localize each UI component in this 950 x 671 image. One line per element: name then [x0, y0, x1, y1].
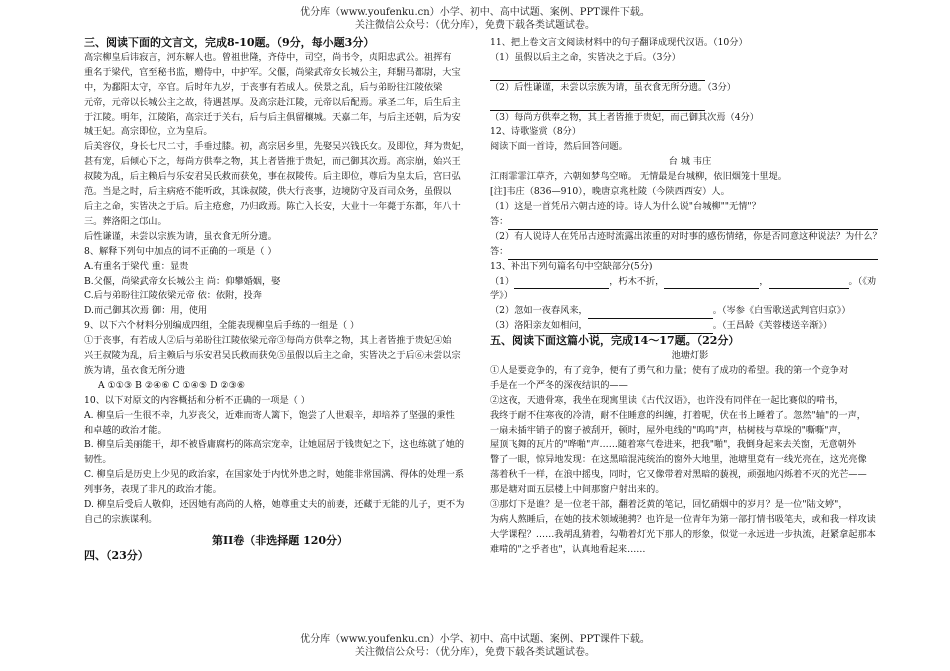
q10-option-line: C. 柳皇后是历史上少见的政治家，在国家处于内忧外患之时，她能非常国满、得体的处理一系 — [84, 469, 465, 481]
q12-answer-2[interactable] — [490, 245, 890, 260]
part2-title: 第II卷（非选择题 120分） — [211, 533, 349, 547]
q8-option-a: A.有重名于梁代 重：显贵 — [84, 260, 189, 272]
blank-field[interactable] — [588, 323, 713, 334]
q8-option-d: D.而己御其次焉 御：用，使用 — [84, 305, 208, 317]
q10-option-line: D. 柳皇后受后人敬仰，还因她有高尚的人格，她尊重丈夫的前妻，还藏于无能的儿子，更不为 — [84, 499, 465, 511]
passage-line: 甚有宠，后倾心下之，每尚方供奉之物，其上者皆推于贵妃，而己御其次焉。高宗崩，始兴王 — [84, 156, 461, 168]
passage-line: 高宗柳皇后讳寂言，河东解人也。曾祖世隆，齐侍中，司空，尚书令，贞阳忠武公。祖挥有 — [84, 51, 452, 63]
story-title: 池塘灯影 — [671, 350, 709, 362]
q13-stem: 13、补出下列句篇名句中空缺部分(5分) — [490, 260, 653, 272]
q11-answer-line-1[interactable] — [490, 66, 890, 81]
q12-part-2: （2）有人说诗人在凭吊古迹时流露出浓重的对时事的感伤情绪，你是否同意这种说法？为什么？ — [490, 230, 882, 242]
left-column — [84, 36, 476, 564]
q8-option-c: C.后与弟盼往江陵依梁元帝 依：依附，投奔 — [84, 290, 262, 302]
q8-stem: 8、解释下列句中加点的词不正确的一项是（ ） — [84, 245, 277, 257]
q11-item-3: （3）每尚方供奉之物，其上者皆推于贵妃，而己御其次焉（4分） — [490, 111, 759, 123]
q13-line-3 — [490, 319, 890, 334]
q9-stem: 9、以下六个材料分别编成四组，全能表现柳皇后手练的一组是（ ） — [84, 320, 360, 332]
passage-line: 重名于梁代，官至秘书监，赠侍中，中护军。父偃，尚梁武帝女长城公主，拜駙马都尉，大宝 — [84, 66, 461, 78]
q9-item-line: 兴王叔陵为乱，后主赖后与乐安君吴氏救而获免⑤虽假以后主之命，实皆决之于后⑥未尝以宗 — [84, 350, 461, 362]
q9-choices: A ①①③ B ②④⑥ C ①④⑤ D ②③⑥ — [98, 379, 246, 391]
footer-line-1: 优分库（www.youfenku.cn）小学、初中、高中试题、案例、PPT课件下载。 — [300, 634, 650, 645]
story-line: 屋顶飞舞的瓦片的"哗啪"声……随着寒气卷进来，把我"啪"，我倒身起来去关窗，无意朝外 — [490, 439, 857, 451]
q12-stem: 12、诗歌鉴赏（8分） — [490, 126, 582, 138]
right-column — [490, 36, 890, 558]
poem-note: [注]韦庄（836—910），晚唐京兆杜陵（今陕西西安）人。 — [490, 186, 730, 198]
q12-intro: 阅读下面一首诗，然后回答问题。 — [490, 141, 628, 153]
q12-answer-1[interactable] — [490, 215, 890, 230]
passage-line: 范。当是之时，后主病疮不能听政，其诛叔陵，供大行丧事，边境防守及百司众务，虽假以 — [84, 186, 452, 198]
footer-line-2: 关注微信公众号：（优分库），免费下载各类试题试卷。 — [355, 647, 595, 658]
answer-label: 答： — [490, 215, 509, 227]
passage-line: 元帝，元帝以长城公主之故，待遇甚厚。及高宗赴江陵，元帝以后配焉。承圣二年，后生后主 — [84, 96, 461, 108]
q10-option-line: A. 柳皇后一生很不幸，九岁丧父，近难而寄人篱下，饱尝了人世艰辛，却培养了坚强的秉性 — [84, 409, 455, 421]
story-line: ①人是要竞争的，有了竞争，便有了勇气和力量；使有了成功的希望。我的第一个竞争对 — [490, 364, 849, 376]
passage-line: 于江陵。明年，江陵陷，高宗迁于关右，后与后主俱留穰城。天嘉二年，与后主还朝，后为安 — [84, 111, 461, 123]
passage-line: 中，为鄱阳太守，卒官。后时年九岁，于丧事有若成人。侯景之乱，后与弟盼往江陵依梁 — [84, 81, 443, 93]
passage-line: 叔陵为乱，后主赖后与乐安君吴氏救而获免，事在叔陵传。后主即位，尊后为皇太后，宫曰弘 — [84, 171, 461, 183]
header-line-1: 优分库（www.youfenku.cn）小学、初中、高中试题、案例、PPT课件下载。 — [300, 7, 650, 18]
q13-1-prefix: （1） — [490, 275, 515, 287]
passage-line: 后主之命，实皆决之于后。后主疮愈，乃归政焉。陈亡入长安，大业十一年薨于东都，年八十 — [84, 200, 461, 212]
story-line: 大学课程？……我胡乱猜着，勾勒着灯光下那人的形象，似觉一永远进一步执流，赶紧拿起那本 — [490, 528, 876, 540]
section3-title: 三、阅读下面的文言文，完成8-10题。（9分，每小题3分） — [84, 36, 375, 49]
q11-item-1: （1）虽假以后主之命，实皆决之于后。（3分） — [490, 51, 681, 63]
q9-item-line: 族为请，虽衣食无所分遗 — [84, 364, 186, 376]
passage-line: 城王妃。高宗即位，立为皇后。 — [84, 126, 213, 138]
section5-title: 五、阅读下面这篇小说，完成14～17题。（22分） — [490, 334, 740, 348]
q8-option-b: B.父偃，尚梁武帝女长城公主 尚：仰攀婚姻，娶 — [84, 275, 281, 287]
q13-3-source: 。（王昌龄《芙蓉楼送辛渐》） — [712, 320, 833, 332]
story-line: 瞥了一眼，惊异地发现：在这黑暗混沌统治的窗外大地里，池塘里竟有一线光亮在，这光亮像 — [490, 454, 867, 466]
page-header — [0, 6, 950, 32]
passage-line: 后性谦谨，未尝以宗族为请，虽衣食无所分遗。 — [84, 230, 277, 242]
page-footer — [0, 633, 950, 659]
blank-field[interactable] — [588, 308, 713, 319]
answer-label: 答： — [490, 245, 509, 257]
q10-option-line: 列事务，表现了非凡的政治才能。 — [84, 484, 222, 496]
poem-title: 台 城 韦庄 — [668, 156, 712, 168]
q13-2-text: （2）忽如一夜春风来， — [490, 305, 588, 317]
q11-answer-line-2[interactable] — [490, 96, 890, 111]
story-line: ③那灯下是谁？是一位老干部，翻着泛黄的笔记，回忆硝烟中的岁月？是一位"陆文婷"， — [490, 499, 848, 511]
story-line: 为病人熬睡后，在她的技术领域驰骋？也许是一位青年为第一部打情书吸笔夫，或和我一样攻读 — [490, 514, 876, 525]
story-line: 手是在一个严冬的深夜结识的—— — [490, 379, 628, 391]
story-line: 那是塘对面五层楼上中间那窗户射出来的。 — [490, 484, 665, 496]
header-line-2: 关注微信公众号：（优分库），免费下载各类试题试卷。 — [355, 20, 595, 31]
passage-line: 三。葬洛阳之邙山。 — [84, 215, 167, 227]
q13-line-2 — [490, 304, 890, 319]
q10-option-line: 和卓越的政治才能。 — [84, 424, 167, 436]
q13-1-source-end: 学》） — [490, 290, 513, 302]
story-line: ②这夜，天遗骨寒，我坐在现寓里读《古代汉语》，也许没有同伴在一起比赛似的啃书， — [490, 394, 844, 406]
q11-item-2: （2）后性谦谨，未尝以宗族为请，虽衣食无所分遗。（3分） — [490, 81, 736, 93]
story-line: 荡着秋千一样，在浪中摇曳，同时，它又像带着对黑暗的藐视，顽强地闪烁着不灭的光芒—— — [490, 469, 867, 481]
q9-item-line: ①于丧事，有若成人②后与弟盼往江陵依梁元帝③每尚方供奉之物，其上者皆推于贵妃④始 — [84, 335, 452, 347]
q11-stem: 11、把上卷文言文阅读材料中的句子翻译成现代汉语。（10分） — [490, 37, 748, 48]
blank-field[interactable] — [664, 278, 759, 289]
blank-field[interactable] — [514, 278, 609, 289]
q10-stem: 10、以下对原文的内容概括和分析不正确的一项是（ ） — [84, 394, 310, 406]
story-line: 难啃的"之乎者也"，认真地看起来…… — [490, 543, 646, 555]
q13-3-text: （3）洛阳亲友如相问， — [490, 320, 588, 332]
q13-1-text: ，朽木不折， — [609, 275, 665, 287]
q10-option-line: 自己的宗族谋利。 — [84, 514, 158, 525]
passage-line: 后美容仪，身长七尺二寸，手垂过膝。初，高宗居乡里，先娶吴兴钱氏女。及即位，拜为贵妃， — [84, 141, 470, 153]
q10-option-line: 韧性。 — [84, 454, 112, 466]
section4-title: 四、（23分） — [84, 548, 149, 562]
q10-option-line: B. 柳皇后美丽能干，却不被昏庸腐朽的陈高宗宠幸，让她屈居于钱贵妃之下，这也练就了她的 — [84, 439, 465, 451]
q13-line-1-cont — [490, 289, 890, 304]
q12-part-1: （1）这是一首凭吊六朝古迹的诗。诗人为什么说"台城柳""无情"？ — [490, 200, 761, 212]
q13-1-comma: ， — [759, 275, 769, 287]
q13-line-1 — [490, 275, 890, 290]
story-line: 我终于耐不住寒夜的冷清，耐不住睡意的纠缠，打着呢，伏在书上睡着了。忽然"轴"的一声， — [490, 409, 866, 421]
q13-1-source: 。（《劝 — [848, 275, 877, 287]
poem-lines: 江雨霏霏江草齐，六朝如梦鸟空啼。 无情最是台城柳，依旧烟笼十里堤。 — [490, 171, 787, 183]
blank-field[interactable] — [769, 278, 849, 289]
q13-2-source: 。（岑参《白雪歌送武判官归京》） — [712, 305, 851, 317]
story-line: 一扇未插牢销子的窗子被刮开，顿时，屋外电线的"呜呜"声，枯树枝与草垛的"嘶嘶"声， — [490, 424, 847, 436]
